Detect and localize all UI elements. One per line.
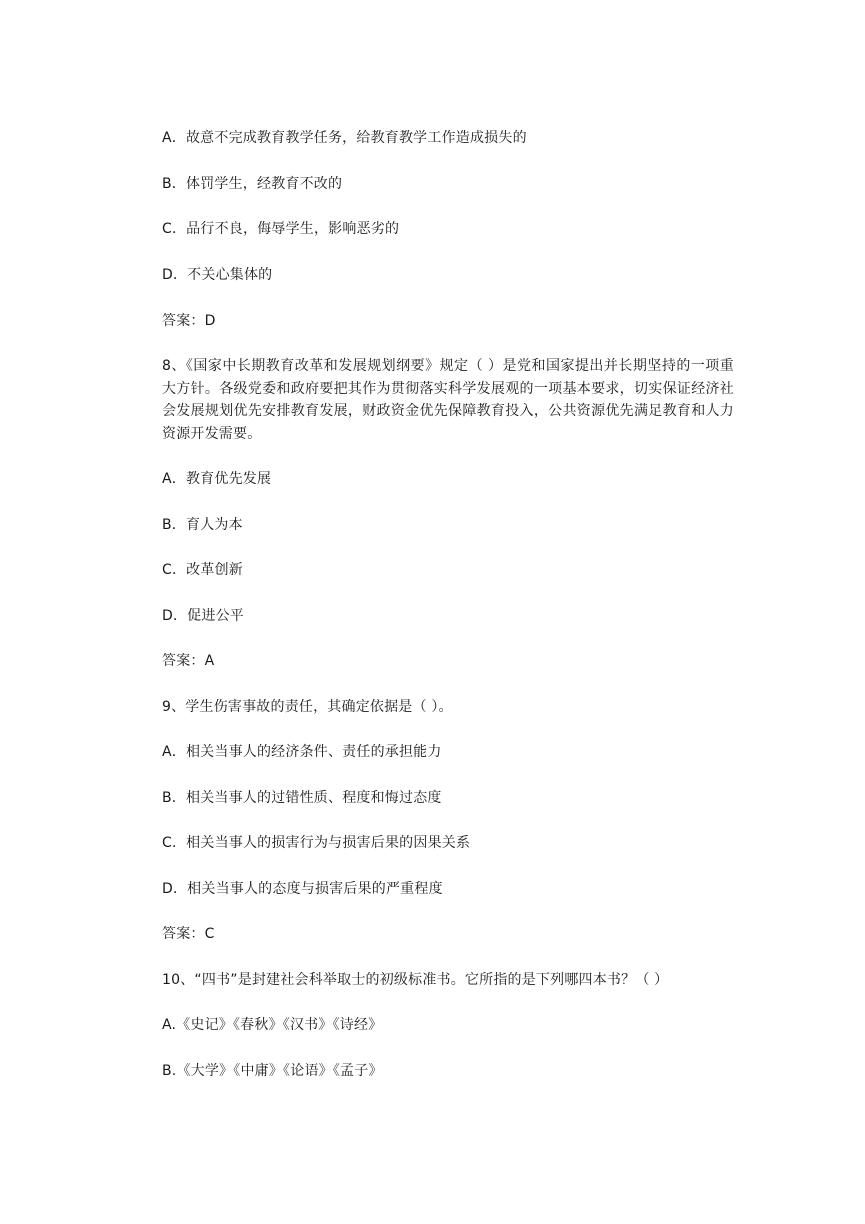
q8-question: 8、《国家中长期教育改革和发展规划纲要》规定（ ）是党和国家提出并长期坚持的一项重大方针。各级党委和政府要把其作为贯彻落实科学发展观的一项基本要求，切实保证经济社会发展规划优先安排教育发展，财政资金优先保障教育投入，公共资源优先满足教育和人力资源开发需要。 xyxy=(162,358,734,442)
q10-option-b: B.《大学》《中庸》《论语》《孟子》 xyxy=(162,1063,383,1079)
q9-option-d: D．相关当事人的态度与损害后果的严重程度 xyxy=(162,881,443,897)
q7-option-d: D．不关心集体的 xyxy=(162,267,273,283)
q7-option-c: C．品行不良，侮辱学生，影响恶劣的 xyxy=(162,221,400,237)
q9-answer: 答案：C xyxy=(162,926,215,942)
q10-question: 10、“四书”是封建社会科举取士的初级标准书。它所指的是下列哪四本书？（ ） xyxy=(162,972,669,988)
q8-option-a: A．教育优先发展 xyxy=(162,471,272,487)
q9-option-b: B．相关当事人的过错性质、程度和悔过态度 xyxy=(162,790,442,806)
q9-question: 9、学生伤害事故的责任，其确定依据是（ ）。 xyxy=(162,699,453,715)
q8-option-c: C．改革创新 xyxy=(162,562,243,578)
q8-answer: 答案：A xyxy=(162,653,215,669)
q7-option-a: A．故意不完成教育教学任务，给教育教学工作造成损失的 xyxy=(162,130,527,146)
q8-option-b: B．育人为本 xyxy=(162,517,243,533)
q8-option-d: D．促进公平 xyxy=(162,608,244,624)
q9-option-c: C．相关当事人的损害行为与损害后果的因果关系 xyxy=(162,835,471,851)
q7-option-b: B．体罚学生，经教育不改的 xyxy=(162,176,343,192)
q10-option-a: A.《史记》《春秋》《汉书》《诗经》 xyxy=(162,1017,383,1033)
q9-option-a: A．相关当事人的经济条件、责任的承担能力 xyxy=(162,744,442,760)
q7-answer: 答案：D xyxy=(162,313,216,329)
